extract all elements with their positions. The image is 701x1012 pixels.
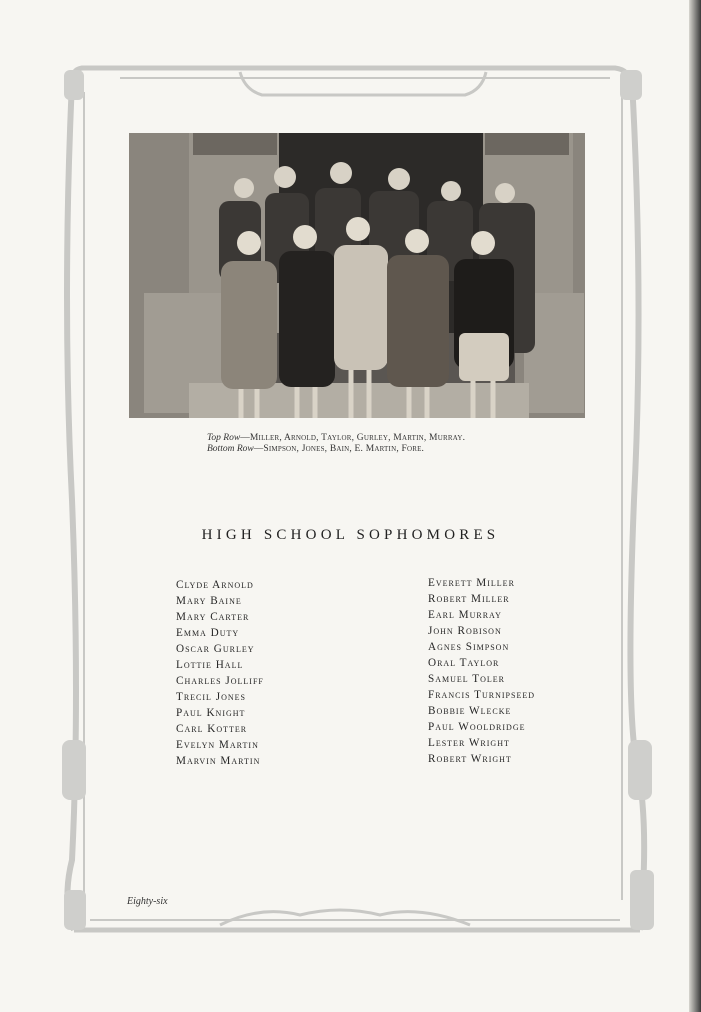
roster-name: Emma Duty xyxy=(176,627,240,639)
photo-caption xyxy=(207,433,465,455)
caption-top-label: Top Row xyxy=(207,433,241,443)
roster-name: John Robison xyxy=(428,625,502,637)
roster-name: Lester Wright xyxy=(428,737,510,749)
roster-name: Everett Miller xyxy=(428,577,515,589)
roster-name: Marvin Martin xyxy=(176,755,261,767)
roster-name: Carl Kotter xyxy=(176,723,248,735)
roster-name: Evelyn Martin xyxy=(176,739,259,751)
photo-scene xyxy=(129,133,585,418)
roster-name: Mary Baine xyxy=(176,595,242,607)
roster-name: Paul Knight xyxy=(176,707,246,719)
page-number: Eighty-six xyxy=(127,896,168,907)
roster-name: Francis Turnipseed xyxy=(428,689,535,701)
roster-right-column xyxy=(428,575,535,767)
caption-top-names: —Miller, Arnold, Taylor, Gurley, Martin, Murray. xyxy=(240,433,466,443)
roster-name: Samuel Toler xyxy=(428,673,505,685)
roster-name: Clyde Arnold xyxy=(176,579,254,591)
page-heading: HIGH SCHOOL SOPHOMORES xyxy=(201,527,500,543)
roster-left-column xyxy=(176,577,264,769)
roster-name: Trecil Jones xyxy=(176,691,246,703)
caption-bottom-row xyxy=(207,444,465,455)
roster-name: Lottie Hall xyxy=(176,659,244,671)
caption-top-row xyxy=(207,433,465,444)
roster-name: Charles Jolliff xyxy=(176,675,264,687)
roster-name: Robert Wright xyxy=(428,753,512,765)
roster-name: Bobbie Wlecke xyxy=(428,705,512,717)
roster-name: Earl Murray xyxy=(428,609,502,621)
roster-name: Agnes Simpson xyxy=(428,641,510,653)
class-photograph xyxy=(129,133,585,418)
roster-name: Oral Taylor xyxy=(428,657,500,669)
caption-bottom-names: —Simpson, Jones, Bain, E. Martin, Fore. xyxy=(253,444,425,454)
roster-name: Paul Wooldridge xyxy=(428,721,526,733)
roster-name: Oscar Gurley xyxy=(176,643,255,655)
caption-bottom-label: Bottom Row xyxy=(207,444,254,454)
roster-name: Mary Carter xyxy=(176,611,250,623)
roster-name: Robert Miller xyxy=(428,593,510,605)
